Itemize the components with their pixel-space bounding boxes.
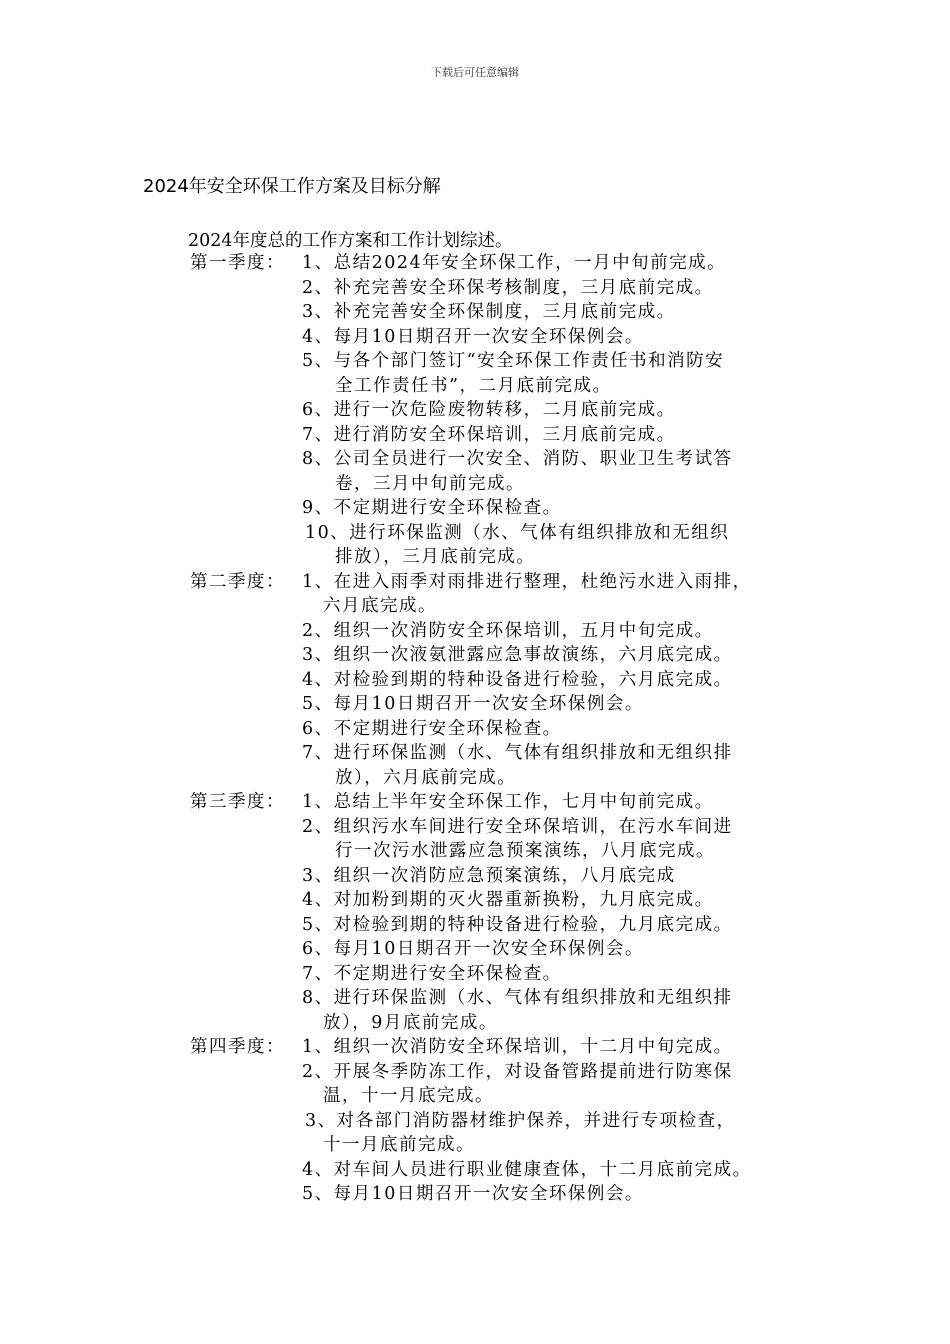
plan-item-continuation: 六月底完成。 <box>323 596 437 616</box>
quarter-label-q2: 第二季度： <box>190 572 285 592</box>
quarter-label-q4: 第四季度： <box>190 1037 285 1057</box>
plan-item: 5、每月10日期召开一次安全环保例会。 <box>302 694 644 714</box>
plan-item: 3、补充完善安全环保制度，三月底前完成。 <box>302 302 676 322</box>
plan-item-continuation: 十一月底前完成。 <box>323 1135 475 1155</box>
document-title: 2024年安全环保工作方案及目标分解 <box>143 176 441 197</box>
plan-item: 6、进行一次危险废物转移，二月底前完成。 <box>302 400 676 420</box>
plan-item: 5、与各个部门签订“安全环保工作责任书和消防安 <box>302 351 725 371</box>
plan-item: 3、组织一次消防应急预案演练，八月底完成 <box>302 866 676 886</box>
plan-item: 8、公司全员进行一次安全、消防、职业卫生考试答 <box>302 449 733 469</box>
plan-item-continuation: 放），9月底前完成。 <box>323 1013 498 1033</box>
plan-item-continuation: 排放），三月底前完成。 <box>335 547 536 567</box>
plan-item: 10、进行环保监测（水、气体有组织排放和无组织 <box>305 523 730 543</box>
plan-item: 3、组织一次液氨泄露应急事故演练，六月底完成。 <box>302 645 733 665</box>
plan-item: 1、在进入雨季对雨排进行整理，杜绝污水进入雨排， <box>302 572 752 592</box>
quarter-label-q3: 第三季度： <box>190 792 285 812</box>
plan-item: 6、每月10日期召开一次安全环保例会。 <box>302 939 644 959</box>
quarter-label-q1: 第一季度： <box>190 253 285 273</box>
plan-item-continuation: 全工作责任书”，二月底前完成。 <box>335 376 612 396</box>
plan-item: 4、对车间人员进行职业健康查体，十二月底前完成。 <box>302 1160 752 1180</box>
page-header: 下载后可任意编辑 <box>431 66 519 79</box>
plan-item: 5、对检验到期的特种设备进行检验，九月底完成。 <box>302 915 733 935</box>
plan-item: 7、不定期进行安全环保检查。 <box>302 964 562 984</box>
plan-item: 7、进行消防安全环保培训，三月底前完成。 <box>302 425 676 445</box>
plan-item: 2、组织污水车间进行安全环保培训，在污水车间进 <box>302 817 733 837</box>
plan-item-continuation: 温，十一月底完成。 <box>323 1086 494 1106</box>
plan-item: 2、开展冬季防冻工作，对设备管路提前进行防寒保 <box>302 1062 733 1082</box>
plan-item: 6、不定期进行安全环保检查。 <box>302 719 562 739</box>
plan-item: 9、不定期进行安全环保检查。 <box>302 498 562 518</box>
plan-item: 1、组织一次消防安全环保培训，十二月中旬完成。 <box>302 1037 733 1057</box>
plan-item: 3、对各部门消防器材维护保养，并进行专项检查， <box>305 1111 736 1131</box>
plan-item: 5、每月10日期召开一次安全环保例会。 <box>302 1184 644 1204</box>
intro-text: 2024年度总的工作方案和工作计划综述。 <box>188 231 513 251</box>
plan-item: 4、对加粉到期的灭火器重新换粉，九月底完成。 <box>302 890 714 910</box>
plan-item: 4、每月10日期召开一次安全环保例会。 <box>302 327 644 347</box>
plan-item: 2、组织一次消防安全环保培训，五月中旬完成。 <box>302 621 714 641</box>
plan-item: 4、对检验到期的特种设备进行检验，六月底完成。 <box>302 670 733 690</box>
plan-item: 8、进行环保监测（水、气体有组织排放和无组织排 <box>302 988 733 1008</box>
plan-item: 7、进行环保监测（水、气体有组织排放和无组织排 <box>302 743 733 763</box>
plan-item-continuation: 卷，三月中旬前完成。 <box>335 474 525 494</box>
plan-item-continuation: 行一次污水泄露应急预案演练，八月底完成。 <box>335 841 715 861</box>
plan-item-continuation: 放），六月底前完成。 <box>335 768 517 788</box>
plan-item: 1、总结2024年安全环保工作，一月中旬前完成。 <box>302 253 727 273</box>
plan-item: 1、总结上半年安全环保工作，七月中旬前完成。 <box>302 792 714 812</box>
plan-item: 2、补充完善安全环保考核制度，三月底前完成。 <box>302 278 714 298</box>
